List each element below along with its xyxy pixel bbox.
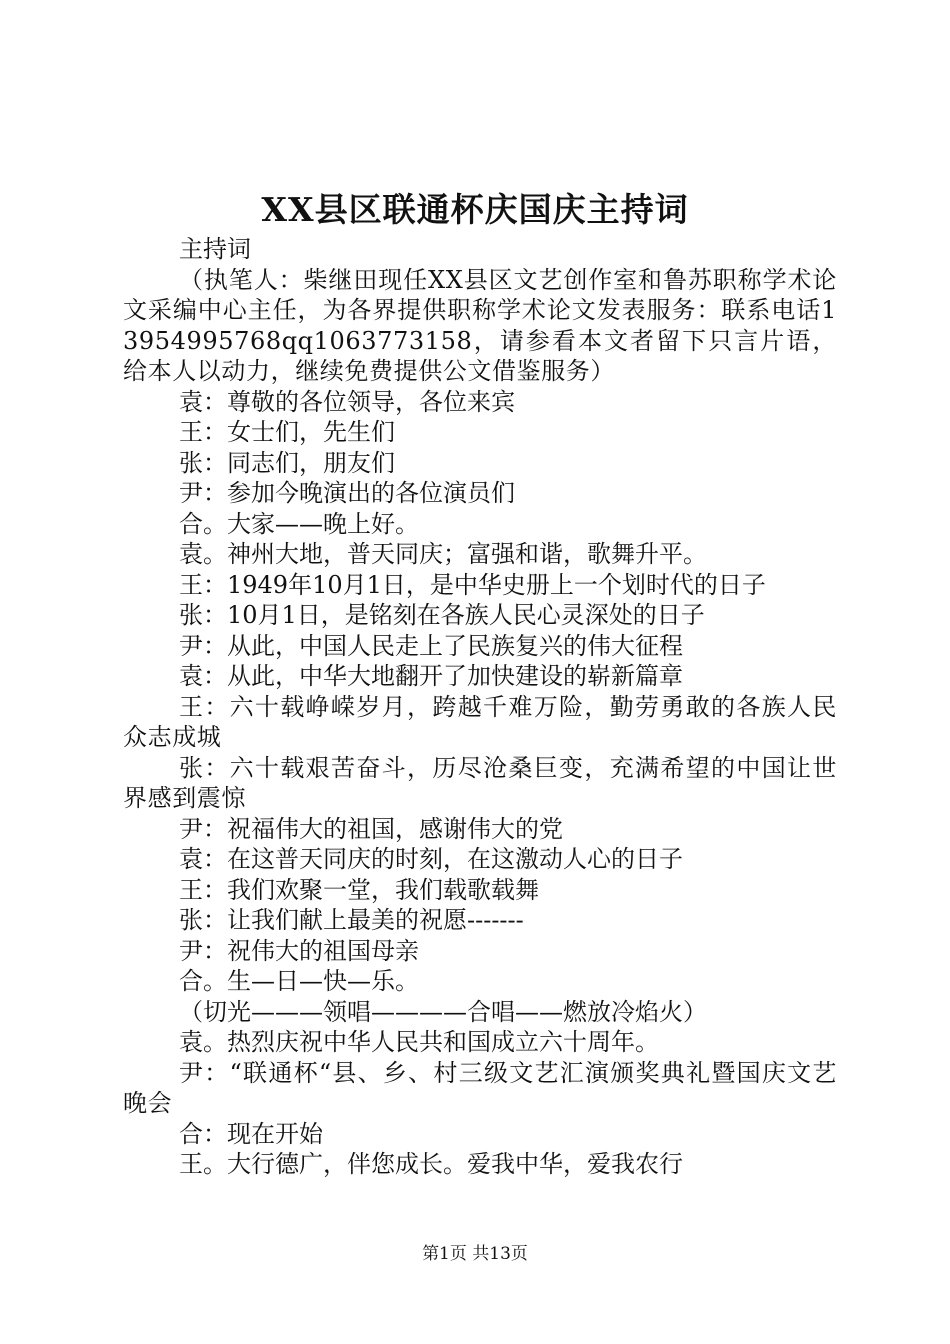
- paragraph: 合。大家——晚上好。: [179, 509, 419, 538]
- paragraph: 尹：参加今晚演出的各位演员们: [179, 479, 515, 507]
- paragraph: 张：10月1日，是铭刻在各族人民心灵深处的日子: [179, 601, 705, 629]
- paragraph: 尹：祝伟大的祖国母亲: [179, 936, 419, 965]
- paragraph: 合：现在开始: [179, 1119, 323, 1148]
- paragraph: 张：同志们，朋友们: [179, 448, 395, 477]
- paragraph: 王：六十载峥嵘岁月，跨越千难万险，勤劳勇敢的各族人民众志成城: [123, 692, 837, 751]
- paragraph: （切光———领唱————合唱——燃放冷焰火）: [179, 997, 707, 1026]
- paragraph: 袁：尊敬的各位领导，各位来宾: [179, 387, 515, 416]
- paragraph: 王：我们欢聚一堂，我们载歌载舞: [179, 875, 539, 904]
- paragraph: 尹：从此，中国人民走上了民族复兴的伟大征程: [179, 631, 683, 660]
- paragraph: 王。大行德广，伴您成长。爱我中华，爱我农行: [179, 1150, 683, 1178]
- paragraph: 王：1949年10月1日，是中华史册上一个划时代的日子: [179, 570, 766, 599]
- paragraph: 袁：从此，中华大地翻开了加快建设的崭新篇章: [179, 662, 683, 690]
- paragraph: 王：女士们，先生们: [179, 418, 395, 446]
- paragraph: 袁：在这普天同庆的时刻，在这激动人心的日子: [179, 845, 683, 873]
- paragraph: 袁。神州大地，普天同庆；富强和谐，歌舞升平。: [179, 540, 707, 568]
- paragraph: 袁。热烈庆祝中华人民共和国成立六十周年。: [179, 1028, 659, 1056]
- document-title: XX县区联通杯庆国庆主持词: [261, 190, 689, 229]
- paragraph: （执笔人：柴继田现任XX县区文艺创作室和鲁苏职称学术论文采编中心主任，为各界提供职称学术论文发表服务：联系电话13954995768qq1063773158，请参看本文者留下只言片语，给本人以动力，继续免费提供公文借鉴服务）: [123, 265, 837, 385]
- document-body: [123, 234, 837, 1180]
- paragraph: 张：让我们献上最美的祝愿-------: [179, 906, 524, 934]
- paragraph: 主持词: [179, 235, 251, 263]
- paragraph: 尹：“联通杯“县、乡、村三级文艺汇演颁奖典礼暨国庆文艺晚会: [123, 1058, 837, 1117]
- paragraph: 张：六十载艰苦奋斗，历尽沧桑巨变，充满希望的中国让世界感到震惊: [123, 753, 837, 812]
- paragraph: 尹：祝福伟大的祖国，感谢伟大的党: [179, 814, 563, 843]
- paragraph: 合。生—日—快—乐。: [179, 967, 419, 995]
- page-footer: 第1页 共13页: [422, 1244, 528, 1264]
